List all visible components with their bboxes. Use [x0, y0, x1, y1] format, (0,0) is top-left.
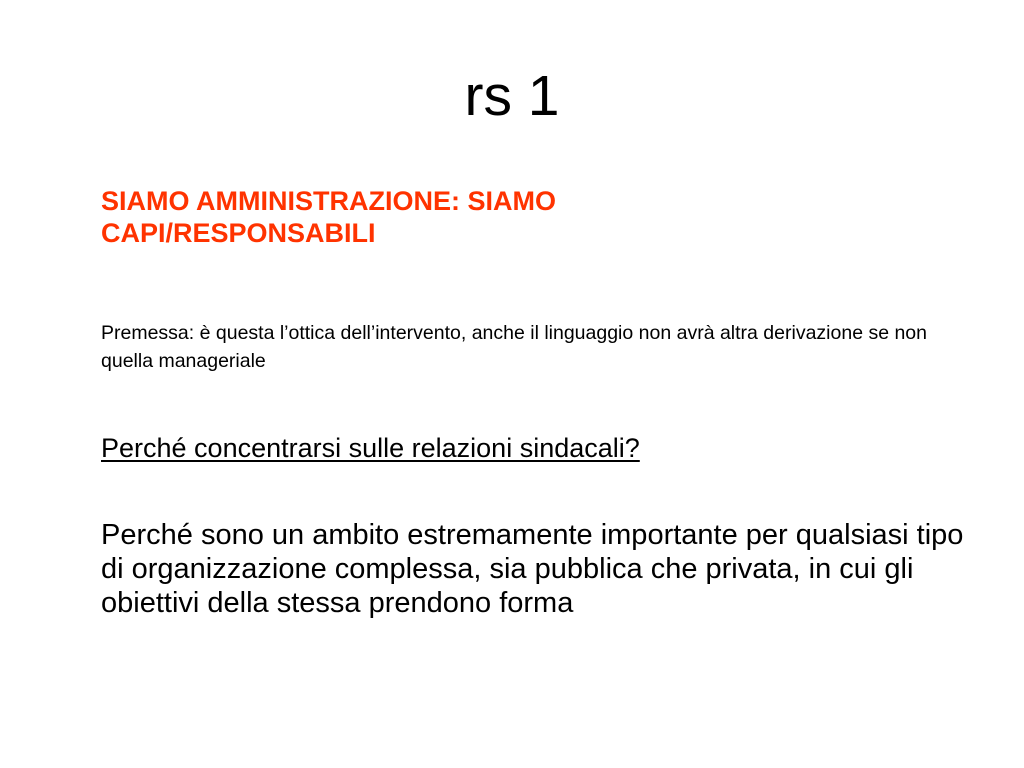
section-heading: SIAMO AMMINISTRAZIONE: SIAMO CAPI/RESPONSABILI	[101, 186, 556, 248]
question-text: Perché concentrarsi sulle relazioni sindacali?	[101, 433, 640, 463]
slide-title: rs 1	[464, 64, 560, 128]
premise-paragraph: Premessa: è questa l’ottica dell’intervento, anche il linguaggio non avrà altra derivazione se non quella manageriale	[101, 322, 927, 372]
answer-paragraph: Perché sono un ambito estremamente importante per qualsiasi tipo di organizzazione complessa, sia pubblica che privata, in cui gli obiettivi della stessa prendono forma	[101, 519, 964, 619]
